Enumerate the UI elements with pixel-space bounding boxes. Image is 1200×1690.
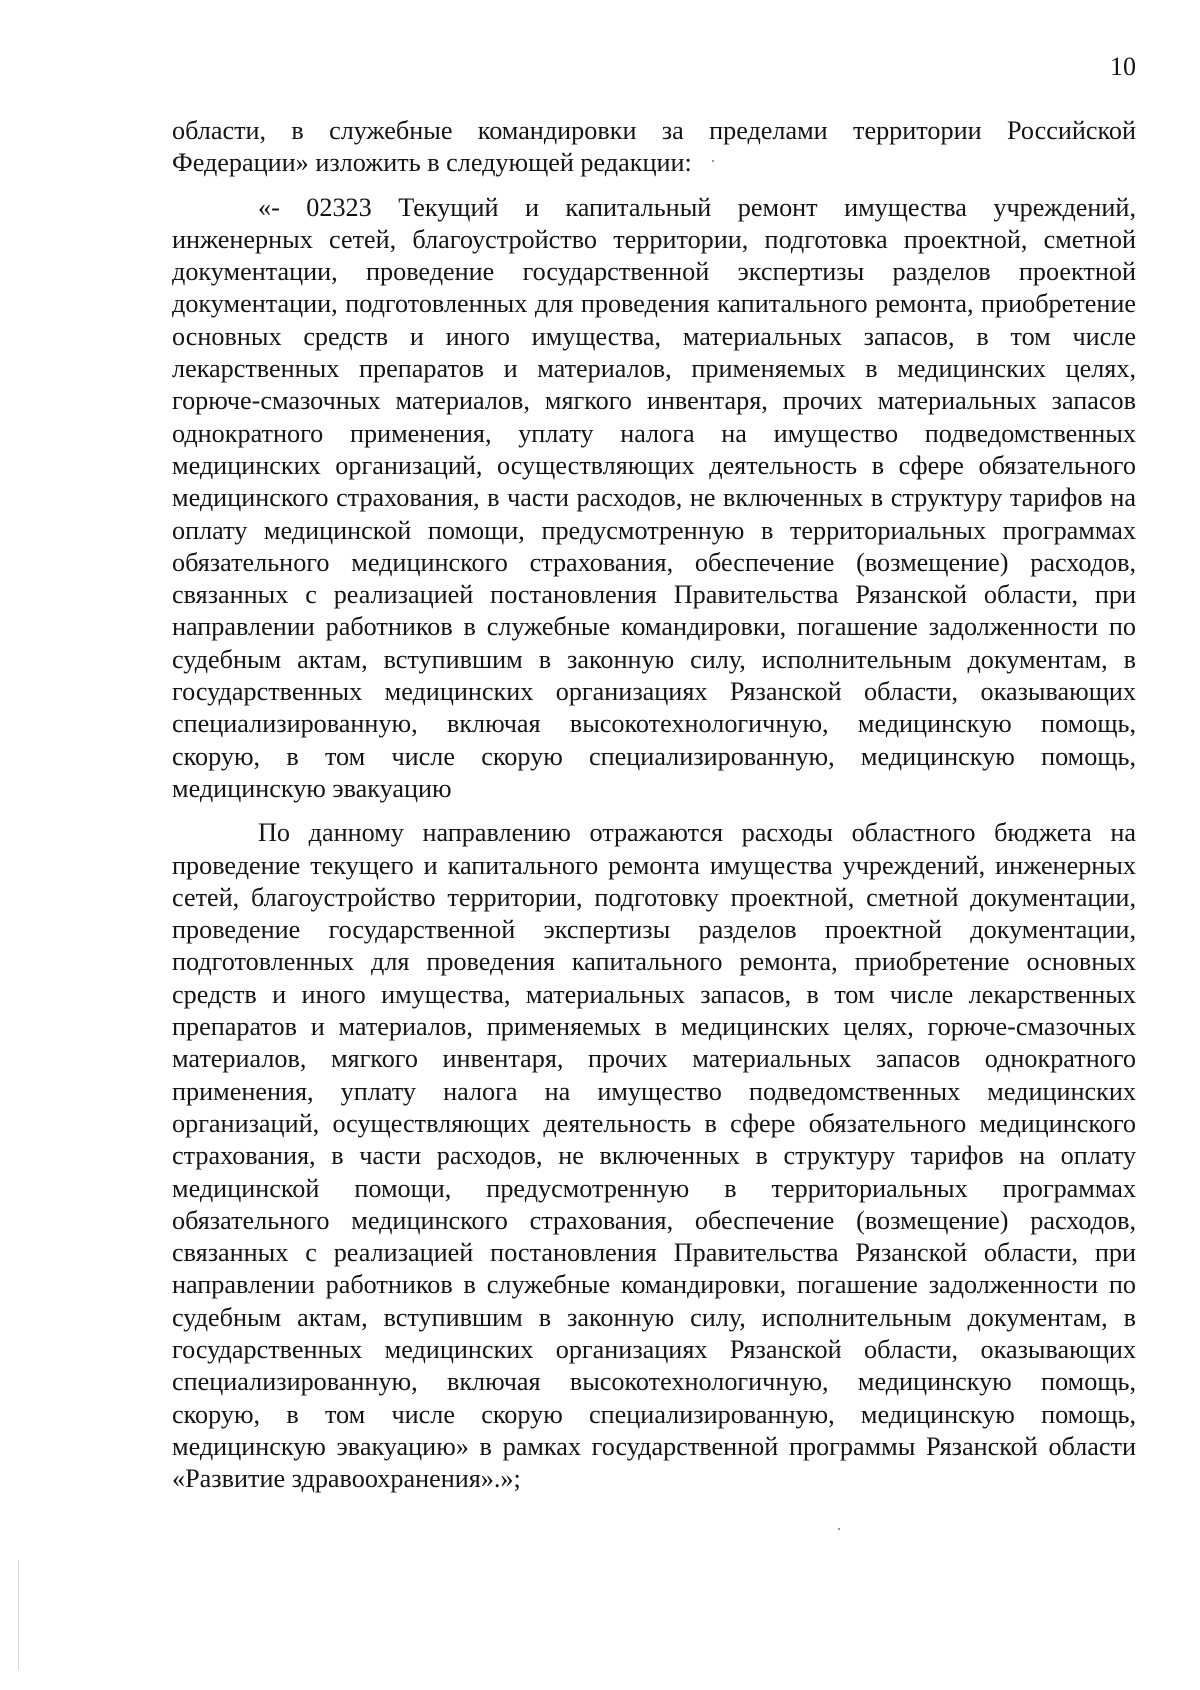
paragraph-item-02323: «- 02323 Текущий и капитальный ремонт имущества учреждений, инженерных сетей, благоустройство территории, подготовка проектной, сметной документации, проведение государственной экспертизы разделов проектной документации, подготовленных для проведения капитального ремонта, приобретение основных средств и иного имущества, материальных запасов, в том числе лекарственных препаратов и материалов, применяемых в медицинских целях, горюче-смазочных материалов, мягкого инвентаря, прочих материальных запасов однократного применения, уплату налога на имущество подведомственных медицинских организаций, осуществляющих деятельность в сфере обязательного медицинского страхования, в части расходов, не включенных в структуру тарифов на оплату медицинской помощи, предусмотренную в территориальных программах обязательного медицинского страхования, обеспечение (возмещение) расходов, связанных с реализацией постановления Правительства Рязанской области, при направлении работников в служебные командировки, погашение задолженности по судебным актам, вступившим в законную силу, исполнительным документам, в государственных медицинских организациях Рязанской области, оказывающих специализированную, включая высокотехнологичную, медицинскую помощь, скорую, в том числе скорую специализированную, медицинскую помощь, медицинскую эвакуацию [172,192,1136,803]
scan-speck [712,160,714,162]
document-body [172,115,1136,1495]
paragraph-description: По данному направлению отражаются расходы областного бюджета на проведение текущего и капитального ремонта имущества учреждений, инженерных сетей, благоустройство территории, подготовку проектной, сметной документации, проведение государственной экспертизы разделов проектной документации, подготовленных для проведения капитального ремонта, приобретение основных средств и иного имущества, материальных запасов, в том числе лекарственных препаратов и материалов, применяемых в медицинских целях, горюче-смазочных материалов, мягкого инвентаря, прочих материальных запасов однократного применения, уплату налога на имущество подведомственных медицинских организаций, осуществляющих деятельность в сфере обязательного медицинского страхования, в части расходов, не включенных в структуру тарифов на оплату медицинской помощи, предусмотренную в территориальных программах обязательного медицинского страхования, обеспечение (возмещение) расходов, связанных с реализацией постановления Правительства Рязанской области, при направлении работников в служебные командировки, погашение задолженности по судебным актам, вступившим в законную силу, исполнительным документам, в государственных медицинских организациях Рязанской области, оказывающих специализированную, включая высокотехнологичную, медицинскую помощь, скорую, в том числе скорую специализированную, медицинскую помощь, медицинскую эвакуацию» в рамках государственной программы Рязанской области «Развитие здравоохранения».»; [172,818,1136,1494]
paragraph-continuation: области, в служебные командировки за пределами территории Российской Федерации» изложить в следующей редакции: [172,116,1136,178]
scan-edge-line [18,1560,19,1670]
scan-speck [838,1528,840,1530]
page-number: 10 [1110,52,1136,81]
